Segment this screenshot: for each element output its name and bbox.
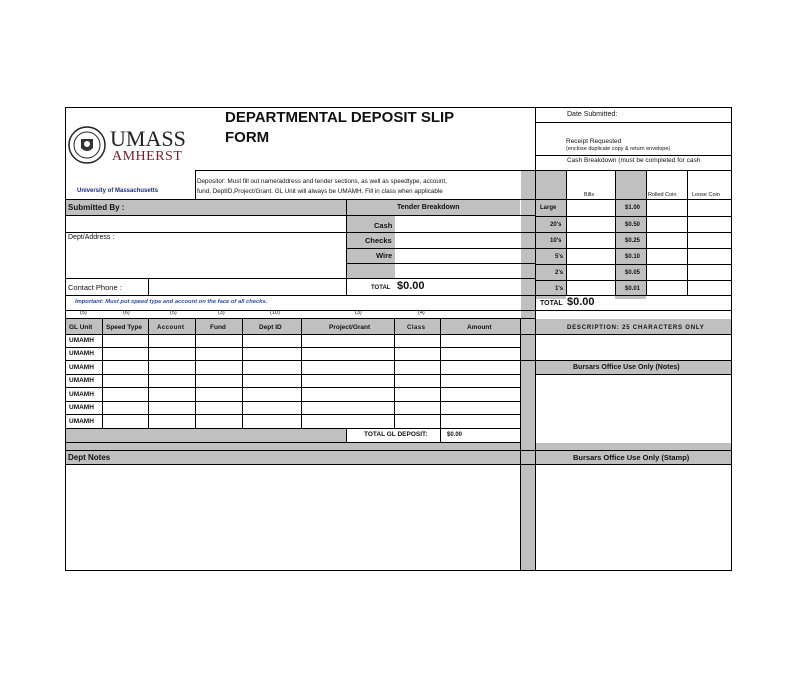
gl-total-value: $0.00 [447, 432, 463, 438]
cash-row-label: 1's [555, 286, 564, 292]
bursar-stamp-header: Bursars Office Use Only (Stamp) [573, 453, 690, 462]
tender-checks-input[interactable] [396, 233, 520, 248]
gl-column-number: (10) [270, 310, 280, 316]
dept-notes-input[interactable] [66, 465, 520, 570]
instructions-line2: fund, DeptID,Project/Grant. GL Unit will always be UMAMH. Fill in class when applicable [197, 188, 443, 195]
cash-row-value: $0.05 [625, 270, 641, 276]
gl-row-unit: UMAMH [69, 377, 94, 384]
cash-total-value: $0.00 [567, 296, 595, 308]
cash-rolled-input[interactable] [647, 200, 687, 216]
gl-total-label: TOTAL GL DEPOSIT: [364, 431, 428, 438]
cash-row-value: $0.50 [625, 222, 641, 228]
tender-cash-input[interactable] [396, 216, 520, 232]
cash-header-loose: Loose Coin [692, 192, 720, 198]
contact-phone-input[interactable] [149, 279, 346, 295]
submitted-by-input[interactable] [66, 216, 346, 232]
tender-cash-label: Cash [374, 221, 393, 230]
tender-total-value: $0.00 [397, 280, 425, 292]
dept-notes-header: Dept Notes [68, 453, 111, 462]
instructions-line1: Depositor: Must fill out name/address and tender sections, as well as speedtype, account, [197, 178, 447, 185]
page-title-line2: FORM [225, 129, 270, 146]
cash-row-label: 20's [550, 222, 562, 228]
receipt-requested-label: Receipt Requested [566, 138, 622, 145]
gl-column-number: (3) [218, 310, 225, 316]
gl-header-amount: Amount [467, 324, 492, 331]
description-input[interactable] [536, 335, 731, 360]
date-submitted-label: Date Submitted: [567, 111, 618, 118]
gl-header-class: Class [407, 325, 426, 331]
gl-speed-type-input[interactable] [103, 335, 148, 347]
page-title: DEPARTMENTAL DEPOSIT SLIP [225, 109, 455, 126]
gl-header-speed-type: Speed Type [106, 324, 143, 331]
gl-row-unit: UMAMH [69, 364, 94, 371]
gl-row-unit: UMAMH [69, 350, 94, 357]
university-seal-icon [68, 126, 106, 164]
logo-sub: AMHERST [112, 149, 183, 164]
cash-row-label: 2's [555, 270, 564, 276]
gl-column-number: (5) [80, 310, 87, 316]
cash-header-rolled: Rolled Coin [648, 192, 677, 198]
tender-other-input[interactable] [396, 264, 520, 278]
gl-amount-input[interactable] [441, 335, 520, 347]
cash-loose-input[interactable] [688, 200, 732, 216]
gl-row-unit: UMAMH [69, 404, 94, 411]
description-header: DESCRIPTION: 25 CHARACTERS ONLY [567, 325, 705, 331]
contact-phone-label: Contact Phone : [68, 283, 122, 292]
cash-row-value: $0.01 [625, 286, 641, 292]
cash-row-value: $1.00 [625, 205, 641, 211]
bursar-notes-header: Bursars Office Use Only (Notes) [573, 364, 680, 371]
tender-total-label: TOTAL [371, 285, 391, 291]
cash-row-label: 10's [550, 238, 562, 244]
dept-address-label: Dept/Address : [68, 234, 115, 241]
dept-address-input[interactable] [66, 242, 346, 277]
logo-name: UMASS [110, 126, 186, 151]
gl-row-unit: UMAMH [69, 337, 94, 344]
gl-column-number: (3) [355, 310, 362, 316]
tender-wire-input[interactable] [396, 249, 520, 263]
university-name: University of Massachusetts [77, 188, 159, 194]
cash-row-label: 5's [555, 254, 564, 260]
important-note: Important: Must put speed type and account on the face of all checks. [75, 299, 268, 305]
tender-breakdown-header: Tender Breakdown [397, 204, 460, 211]
cash-header-bills: Bills [584, 192, 595, 198]
cash-row-label: Large [540, 205, 557, 211]
gl-column-number: (5) [170, 310, 177, 316]
gl-header-project-grant: Project/Grant [329, 324, 371, 331]
cash-breakdown-note: Cash Breakdown (must be completed for cash [567, 157, 701, 164]
gl-header-fund: Fund [210, 324, 226, 331]
submitted-by-label: Submitted By : [68, 203, 125, 212]
gl-column-number: (6) [123, 310, 130, 316]
cash-bills-input[interactable] [567, 200, 615, 216]
gl-header-account: Account [157, 325, 185, 331]
gl-column-number: (4) [418, 310, 425, 316]
cash-row-value: $0.25 [625, 238, 641, 244]
cash-row-value: $0.10 [625, 254, 641, 260]
tender-checks-label: Checks [365, 236, 392, 245]
gl-header-dept-id: Dept ID [259, 324, 282, 331]
gl-header-gl-unit: GL Unit [69, 324, 93, 331]
tender-wire-label: Wire [376, 251, 393, 260]
umass-logo [68, 126, 198, 166]
receipt-note: (enclose duplicate copy & return envelope) [566, 146, 671, 152]
cash-total-label: TOTAL [540, 300, 563, 307]
gl-row-unit: UMAMH [69, 418, 94, 425]
gl-row-unit: UMAMH [69, 391, 94, 398]
